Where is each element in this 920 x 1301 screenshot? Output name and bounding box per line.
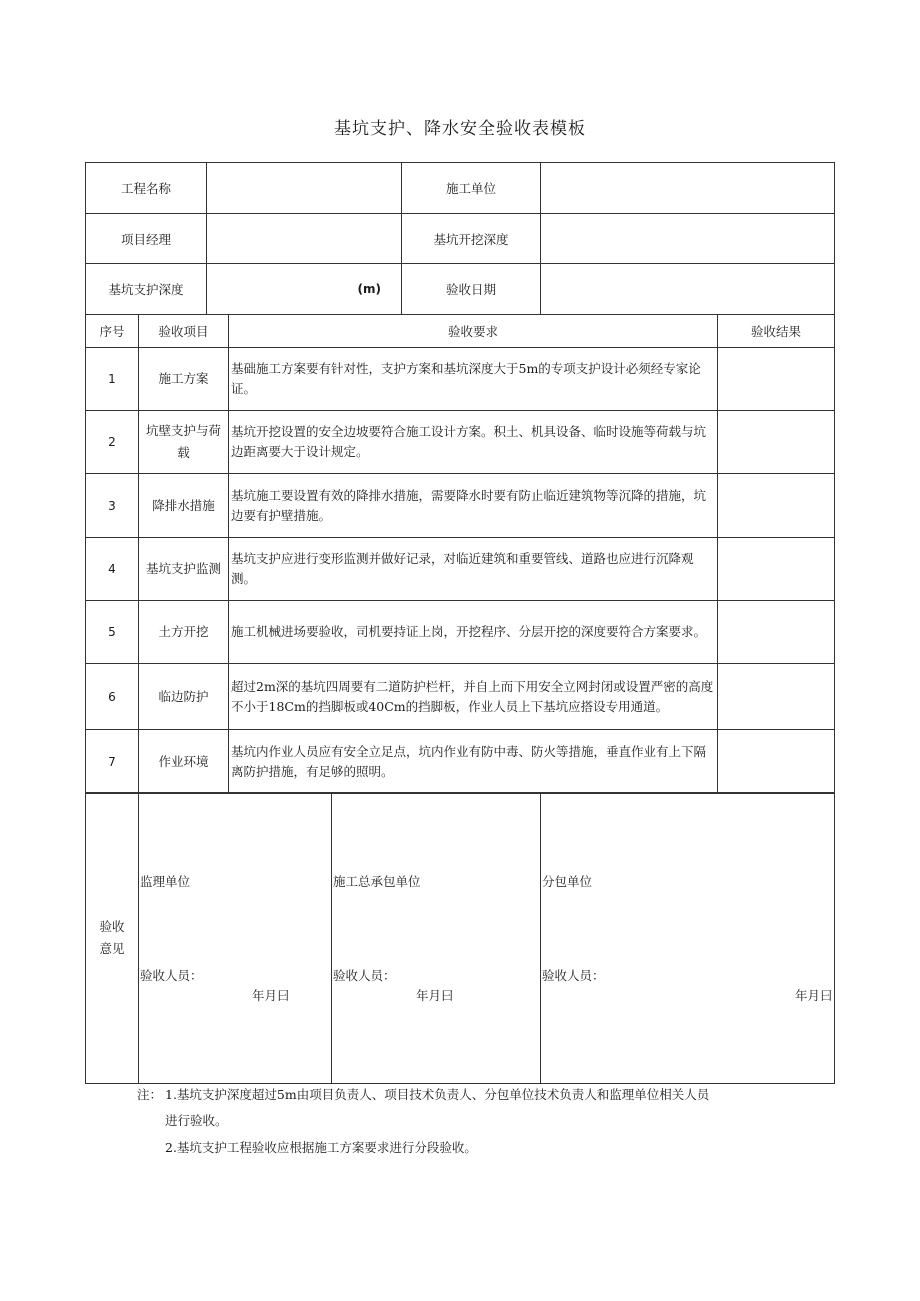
row-requirement-text: 基坑开挖设置的安全边坡要符合施工设计方案。积土、机具设备、临时设施等荷载与坑边距离要大于设计规定。 [231,424,707,459]
row-requirement-text: 超过2m深的基坑四周要有二道防护栏杆，并自上而下用安全立网封闭或设置严密的高度不小于18Cm的挡脚板或40Cm的挡脚板，作业人员上下基坑应搭设专用通道。 [231,678,714,714]
row-item [138,410,229,474]
row-requirement [228,729,718,794]
opinion-label-line2: 意见 [99,941,125,956]
excavation-depth-label: 基坑开挖深度 [401,213,541,264]
row-number: 4 [85,537,139,601]
opinion-label-line1: 验收 [99,919,125,934]
page-title: 基坑支护、降水安全验收表模板 [334,119,586,139]
row-item-line1: 坑壁支护与荷 [145,423,221,438]
row-item [138,537,229,601]
row-requirement [228,473,718,538]
contractor-field[interactable] [540,162,835,214]
row-number: 5 [85,600,139,664]
contractor-date-label: 年月曰 [416,988,454,1003]
row-requirement [228,663,718,730]
row-item-line2: 载 [177,445,190,460]
row-requirement-text: 基坑支护应进行变形监测并做好记录，对临近建筑和重要管线、道路也应进行沉降观测。 [231,551,694,586]
row-item [138,347,229,411]
row-requirement [228,410,718,474]
supervisor-unit-label: 监理单位 [140,874,191,889]
note-prefix: 注： [137,1087,163,1102]
row-result-field[interactable] [717,537,835,601]
manager-field[interactable] [206,213,402,264]
row-result-field[interactable] [717,600,835,664]
note-1-line2: 进行验收。 [165,1113,228,1128]
contractor-inspector-label: 验收人员： [333,968,396,983]
row-result-field[interactable] [717,410,835,474]
opinion-supervisor-cell[interactable] [138,792,332,1084]
subcontractor-unit-label: 分包单位 [542,874,593,889]
subcontractor-inspector-label: 验收人员： [542,968,605,983]
row-number: 3 [85,473,139,538]
project-name-label: 工程名称 [85,162,207,214]
col-header-requirement: 验收要求 [228,314,718,348]
support-depth-unit: (m) [357,282,381,296]
row-result-field[interactable] [717,729,835,794]
opinion-contractor-cell[interactable] [331,792,541,1084]
project-name-field[interactable] [206,162,402,214]
col-header-no: 序号 [85,314,139,348]
row-item-line1: 作业环境 [158,753,209,769]
row-requirement [228,537,718,601]
row-item [138,600,229,664]
contractor-unit-label: 施工总承包单位 [333,874,421,889]
row-number: 7 [85,729,139,794]
row-requirement-text: 基坑内作业人员应有安全立足点，坑内作业有防中毒、防火等措施，垂直作业有上下隔离防护措施，有足够的照明。 [231,743,707,779]
row-result-field[interactable] [717,663,835,730]
support-depth-field[interactable] [206,263,402,315]
note-1-line1: 1.基坑支护深度超过5m由项目负责人、项目技术负责人、分包单位技术负责人和监理单位相关人员 [165,1087,710,1102]
manager-label: 项目经理 [85,213,207,264]
row-requirement [228,600,718,664]
acceptance-date-field[interactable] [540,263,835,315]
row-result-field[interactable] [717,347,835,411]
supervisor-inspector-label: 验收人员： [140,968,203,983]
row-requirement-text: 基础施工方案要有针对性，支护方案和基坑深度大于5m的专项支护设计必须经专家论证。 [231,361,701,396]
row-item-line1: 土方开挖 [158,624,209,639]
contractor-label: 施工单位 [401,162,541,214]
row-item-line1: 临边防护 [158,688,209,704]
row-item-line1: 降排水措施 [152,497,215,513]
support-depth-label: 基坑支护深度 [85,263,207,315]
row-item-line1: 基坑支护监测 [145,561,221,576]
row-requirement-text: 基坑施工要设置有效的降排水措施，需要降水时要有防止临近建筑物等沉降的措施，坑边要有护壁措施。 [231,487,707,523]
col-header-item: 验收项目 [138,314,229,348]
row-requirement [228,347,718,411]
row-item-line1: 施工方案 [158,371,209,386]
opinion-label [85,792,139,1084]
row-requirement-text: 施工机械进场要验收，司机要持证上岗，开挖程序、分层开挖的深度要符合方案要求。 [231,624,707,639]
row-number: 1 [85,347,139,411]
subcontractor-date-label: 年月曰 [795,988,833,1003]
note-2: 2.基坑支护工程验收应根据施工方案要求进行分段验收。 [165,1140,477,1155]
acceptance-date-label: 验收日期 [401,263,541,315]
supervisor-date-label: 年月曰 [252,988,290,1003]
row-result-field[interactable] [717,473,835,538]
row-item [138,729,229,794]
opinion-subcontractor-cell[interactable] [540,792,835,1084]
row-number: 2 [85,410,139,474]
row-item [138,473,229,538]
col-header-result: 验收结果 [717,314,835,348]
row-item [138,663,229,730]
row-number: 6 [85,663,139,730]
excavation-depth-field[interactable] [540,213,835,264]
